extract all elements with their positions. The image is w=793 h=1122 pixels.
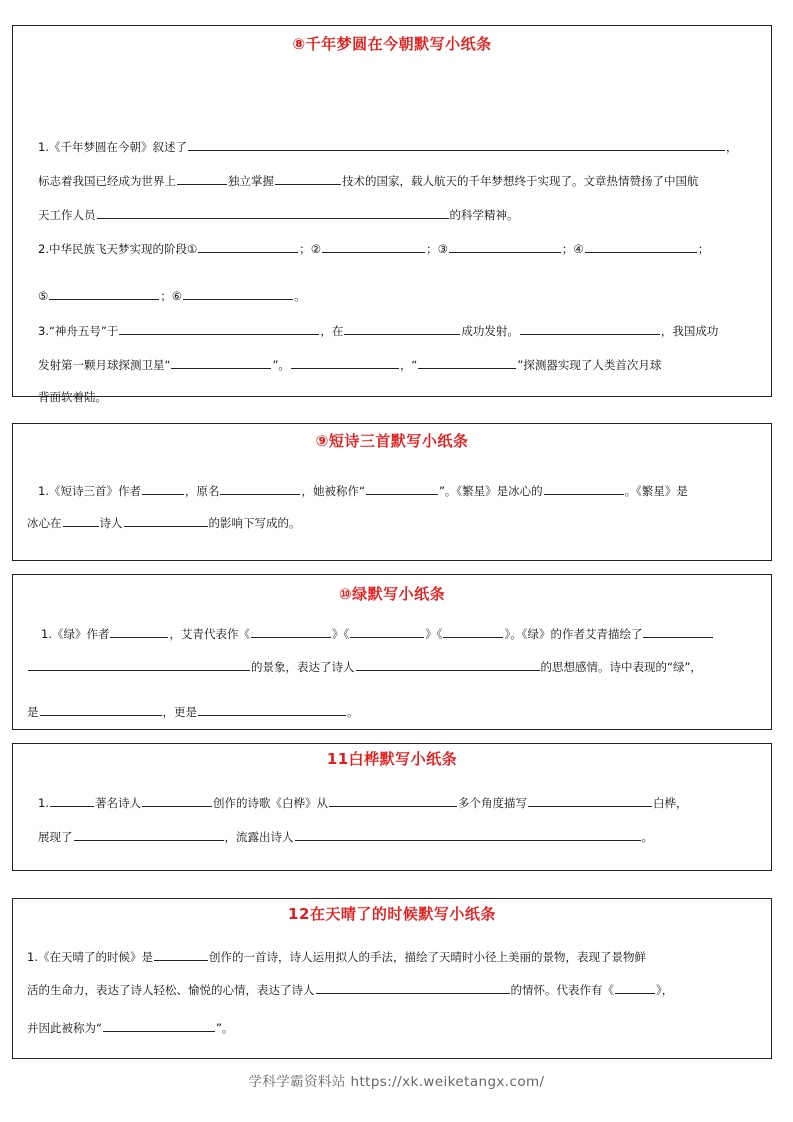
question-1-line-2: 活的生命力，表达了诗人轻松、愉悦的心情，表达了诗人 的情怀。代表作有《 》， <box>27 983 674 997</box>
question-3-line-1: 3.“神舟五号”于 ，在 成功发射。 ，我国成功 <box>38 324 719 338</box>
question-1-line-2: 冰心在 诗人 的影响下写成的。 <box>27 516 301 530</box>
question-1-line-3: 天工作人员 的科学精神。 <box>38 208 519 222</box>
question-1-line-1: 1.《千年梦圆在今朝》叙述了 ， <box>38 140 738 154</box>
answer-blank[interactable] <box>295 828 641 841</box>
answer-blank[interactable] <box>97 206 449 219</box>
answer-blank[interactable] <box>350 625 424 638</box>
question-1-line-1: 1.《短诗三首》作者 ，原名 ，她被称作“ ”。《繁星》是冰心的 。《繁星》是 <box>38 484 688 498</box>
answer-blank[interactable] <box>142 482 184 495</box>
answer-blank[interactable] <box>103 1019 215 1032</box>
answer-blank[interactable] <box>119 322 319 335</box>
answer-blank[interactable] <box>124 514 208 527</box>
answer-blank[interactable] <box>220 482 300 495</box>
footer-watermark: 学科学霸资料站 https://xk.weiketangx.com/ <box>248 1074 545 1090</box>
question-1-line-2: 的景象，表达了诗人 的思想感情。诗中表现的“绿”， <box>27 658 702 674</box>
section-title: 11白桦默写小纸条 <box>326 750 458 768</box>
answer-blank[interactable] <box>154 948 208 961</box>
answer-blank[interactable] <box>366 482 438 495</box>
question-3-line-3: 背面软着陆。 <box>38 390 107 404</box>
answer-blank[interactable] <box>329 794 457 807</box>
answer-blank[interactable] <box>40 703 162 716</box>
section-title: ⑨短诗三首默写小纸条 <box>315 432 469 450</box>
answer-blank[interactable] <box>198 240 298 253</box>
question-2-line-1: 2.中华民族飞天梦实现的阶段① ；② ；③ ；④ ； <box>38 242 710 256</box>
question-1-line-1: 1.《在天晴了的时候》是 创作的一首诗，诗人运用拟人的手法，描绘了天晴时小径上美丽的景物，表现了景物鲜 <box>27 950 646 964</box>
answer-blank[interactable] <box>544 482 624 495</box>
question-1-line-1: 1. 著名诗人 创作的诗歌《白桦》从 多个角度描写 白桦， <box>38 796 688 810</box>
section-title: 12在天晴了的时候默写小纸条 <box>288 905 496 923</box>
answer-blank[interactable] <box>316 981 510 994</box>
section-card-9 <box>12 423 772 561</box>
answer-blank[interactable] <box>275 172 341 185</box>
answer-blank[interactable] <box>585 240 697 253</box>
answer-blank[interactable] <box>28 658 250 671</box>
section-card-11 <box>12 743 772 871</box>
answer-blank[interactable] <box>63 514 99 527</box>
question-1-line-2: 标志着我国已经成为世界上 独立掌握 技术的国家，载人航天的千年梦想终于实现了。文章热情赞扬了中国航 <box>38 174 699 188</box>
answer-blank[interactable] <box>356 658 540 671</box>
answer-blank[interactable] <box>171 356 271 369</box>
answer-blank[interactable] <box>322 240 425 253</box>
question-1-line-2: 展现了 ，流露出诗人 。 <box>38 830 653 844</box>
answer-blank[interactable] <box>142 794 212 807</box>
answer-blank[interactable] <box>615 981 655 994</box>
section-card-8 <box>12 25 772 404</box>
answer-blank[interactable] <box>49 287 159 300</box>
section-card-12 <box>12 898 772 1059</box>
answer-blank[interactable] <box>198 703 346 716</box>
section-title: ⑧千年梦圆在今朝默写小纸条 <box>292 35 492 53</box>
answer-blank[interactable] <box>110 625 168 638</box>
answer-blank[interactable] <box>643 625 713 638</box>
answer-blank[interactable] <box>344 322 460 335</box>
answer-blank[interactable] <box>50 794 94 807</box>
question-3-line-2: 发射第一颗月球探测卫星“ ”。 ，“ ”探测器实现了人类首次月球 <box>38 358 662 372</box>
question-1-line-3: 并因此被称为“ ”。 <box>27 1021 234 1035</box>
section-card-10 <box>12 574 772 730</box>
answer-blank[interactable] <box>418 356 516 369</box>
answer-blank[interactable] <box>443 625 503 638</box>
answer-blank[interactable] <box>177 172 227 185</box>
answer-blank[interactable] <box>528 794 652 807</box>
question-1-line-3: 是 ，更是 。 <box>27 705 359 719</box>
question-2-line-2: ⑤ ；⑥ 。 <box>38 289 306 303</box>
answer-blank[interactable] <box>74 828 224 841</box>
answer-blank[interactable] <box>291 356 399 369</box>
section-title: ⑩绿默写小纸条 <box>338 585 446 603</box>
answer-blank[interactable] <box>183 287 293 300</box>
answer-blank[interactable] <box>449 240 561 253</box>
answer-blank[interactable] <box>520 322 660 335</box>
answer-blank[interactable] <box>251 625 331 638</box>
answer-blank[interactable] <box>188 138 725 151</box>
question-1-line-1: 1.《绿》作者 ，艾青代表作《 》《 》《 》。《绿》的作者艾青描绘了 <box>41 625 714 641</box>
